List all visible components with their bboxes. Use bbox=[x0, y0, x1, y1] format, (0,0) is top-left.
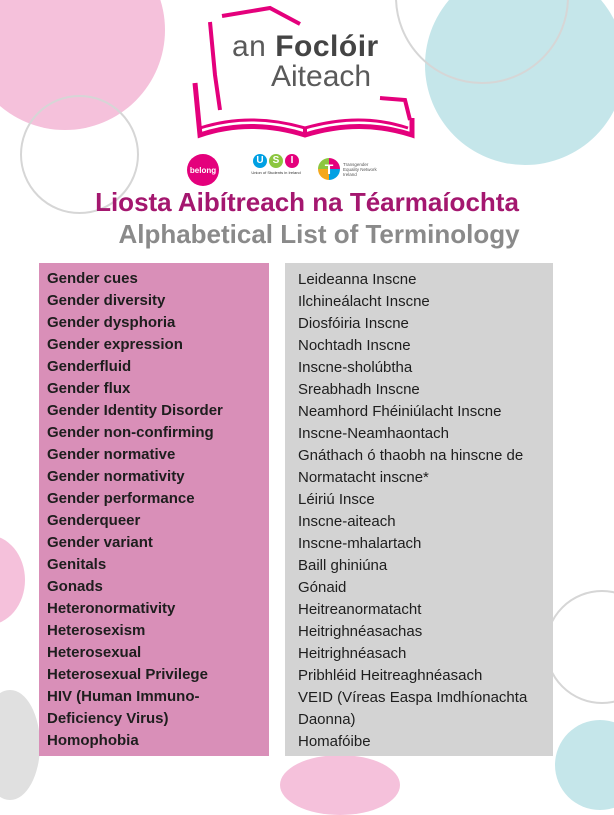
irish-term: VEID (Víreas Easpa Imdhíonachta bbox=[298, 689, 528, 706]
irish-term: Inscne-sholúbtha bbox=[298, 359, 413, 376]
irish-term: Gnáthach ó thaobh na hinscne de bbox=[298, 447, 524, 464]
logo-prefix: an bbox=[232, 30, 267, 63]
irish-term: Homafóibe bbox=[298, 733, 371, 750]
english-term: Gender normativity bbox=[47, 468, 185, 485]
english-term: Gender non-confirming bbox=[47, 424, 214, 441]
english-term: Genitals bbox=[47, 556, 107, 573]
irish-term: Inscne-mhalartach bbox=[298, 535, 422, 552]
decor-circle-blue-bottom-right bbox=[555, 720, 614, 810]
usi-letter-u: U bbox=[253, 154, 267, 168]
decor-circle-pink-bottom bbox=[280, 755, 400, 815]
english-term: Genderqueer bbox=[47, 512, 141, 529]
irish-term: Leideanna Inscne bbox=[298, 271, 417, 288]
irish-term: Inscne-aiteach bbox=[298, 513, 396, 530]
english-term: Gender cues bbox=[47, 270, 138, 287]
irish-term: Daonna) bbox=[298, 711, 356, 728]
english-term: Gender expression bbox=[47, 336, 183, 353]
english-terms-column bbox=[39, 263, 269, 756]
usi-subtitle: Union of Students in Ireland bbox=[251, 170, 301, 175]
teni-text: Transgender Equality Network Ireland bbox=[343, 161, 377, 177]
english-term: Gender diversity bbox=[47, 292, 166, 309]
decor-circle-grey-bottom-left bbox=[0, 690, 40, 800]
an-focloir-aiteach-logo bbox=[0, 0, 614, 150]
irish-term: Ilchineálacht Inscne bbox=[298, 293, 430, 310]
logo-line-2: Aiteach bbox=[271, 60, 372, 93]
irish-terms-column bbox=[285, 263, 553, 756]
irish-term: Heitrighnéasach bbox=[298, 645, 407, 662]
english-term: Heterosexual Privilege bbox=[47, 666, 208, 683]
english-term: Genderfluid bbox=[47, 358, 132, 375]
english-term: Homophobia bbox=[47, 732, 139, 749]
english-term: Heterosexism bbox=[47, 622, 146, 639]
irish-term: Pribhléid Heitreaghnéasach bbox=[298, 667, 483, 684]
english-term: Gonads bbox=[47, 578, 103, 595]
irish-term: Léiriú Insce bbox=[298, 491, 375, 508]
irish-term: Diosfóiria Inscne bbox=[298, 315, 409, 332]
english-term: Gender variant bbox=[47, 534, 153, 551]
irish-term: Gónaid bbox=[298, 579, 347, 596]
decor-circle-pink-left bbox=[0, 535, 25, 625]
irish-terms-list bbox=[298, 270, 553, 754]
usi-letter-s: S bbox=[269, 154, 283, 168]
usi-logo bbox=[250, 154, 302, 184]
english-term: Gender Identity Disorder bbox=[47, 402, 223, 419]
irish-term: Inscne-Neamhaontach bbox=[298, 425, 449, 442]
irish-term: Nochtadh Inscne bbox=[298, 337, 411, 354]
english-term: Gender performance bbox=[47, 490, 195, 507]
page-title-english: Alphabetical List of Terminology bbox=[118, 219, 520, 249]
english-term: Gender dysphoria bbox=[47, 314, 176, 331]
usi-letter-i: I bbox=[285, 154, 299, 168]
irish-term: Heitreanormatacht bbox=[298, 601, 422, 618]
irish-term: Baill ghiniúna bbox=[298, 557, 388, 574]
english-term: Heteronormativity bbox=[47, 600, 176, 617]
english-term: Gender flux bbox=[47, 380, 131, 397]
english-term: Heterosexual bbox=[47, 644, 142, 661]
decor-ring-right bbox=[545, 590, 614, 704]
english-term: Deficiency Virus) bbox=[47, 710, 169, 727]
belong-to-logo: belong bbox=[187, 154, 219, 186]
irish-term: Normatacht inscne* bbox=[298, 469, 429, 486]
english-term: HIV (Human Immuno- bbox=[47, 688, 200, 705]
irish-term: Sreabhadh Inscne bbox=[298, 381, 420, 398]
english-terms-list bbox=[47, 269, 269, 753]
teni-logo bbox=[318, 154, 378, 184]
irish-term: Heitrighnéasachas bbox=[298, 623, 423, 640]
page-title-irish: Liosta Aibítreach na Téarmaíochta bbox=[95, 187, 519, 217]
english-term: Gender normative bbox=[47, 446, 176, 463]
irish-term: Neamhord Fhéiniúlacht Inscne bbox=[298, 403, 502, 420]
logo-bold-word: Foclóir bbox=[275, 30, 379, 63]
teni-mark-icon: T bbox=[318, 158, 340, 180]
logo-line-1 bbox=[232, 30, 379, 64]
